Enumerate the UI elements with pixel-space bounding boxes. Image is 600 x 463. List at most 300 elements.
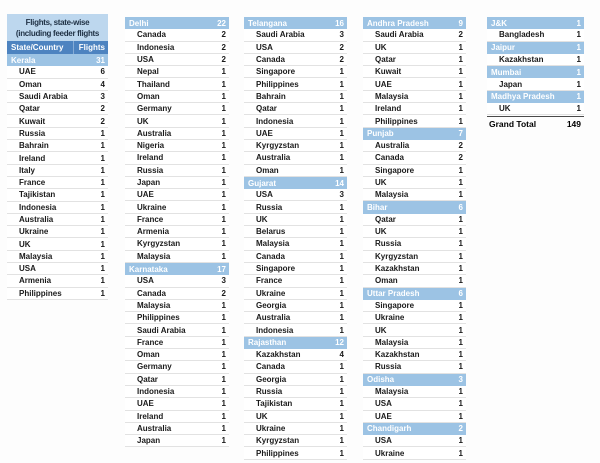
country-row	[363, 189, 466, 201]
country-row	[125, 152, 229, 164]
flights-count-cell: 1	[339, 374, 344, 384]
flights-count-cell: 1	[221, 227, 226, 237]
flights-count-cell: 1	[100, 202, 105, 212]
state-name-cell: Kerala	[11, 55, 36, 65]
flights-count-cell: 2	[458, 30, 463, 40]
country-name-cell: Kuwait	[19, 116, 46, 126]
flights-count-cell: 1	[339, 251, 344, 261]
flights-count-cell: 1	[221, 436, 226, 446]
flights-count-cell: 1	[458, 300, 463, 310]
country-name-cell: Indonesia	[256, 325, 294, 335]
state-total-row	[244, 17, 347, 29]
country-name-cell: UK	[256, 214, 268, 224]
flights-count-cell: 4	[339, 350, 344, 360]
flights-count-cell: 12	[335, 338, 344, 348]
flights-count-cell: 1	[100, 141, 105, 151]
table-title	[7, 14, 108, 41]
state-total-row	[125, 17, 229, 29]
country-row	[244, 165, 347, 177]
country-name-cell: Malaysia	[137, 251, 171, 261]
country-row	[7, 91, 108, 103]
flights-count-cell: 1	[221, 178, 226, 187]
country-row	[125, 91, 229, 103]
country-row	[125, 42, 229, 54]
country-row	[125, 29, 229, 41]
flights-count-cell: 1	[100, 227, 105, 237]
country-row	[363, 115, 466, 127]
country-name-cell: UAE	[137, 399, 154, 409]
country-row	[7, 79, 108, 91]
country-name-cell: Ukraine	[375, 313, 405, 323]
flights-count-cell: 1	[339, 325, 344, 335]
country-row	[487, 78, 584, 90]
country-row	[363, 214, 466, 226]
country-row	[7, 140, 108, 152]
flights-count-cell: 14	[335, 178, 344, 188]
flights-count-cell: 1	[576, 30, 581, 40]
country-row	[363, 386, 466, 398]
country-row	[244, 152, 347, 164]
country-row	[363, 165, 466, 177]
flights-count-cell: 1	[576, 79, 581, 89]
country-name-cell: Armenia	[19, 276, 52, 286]
country-name-cell: Oman	[375, 276, 398, 286]
country-name-cell: Qatar	[256, 104, 277, 114]
country-row	[125, 374, 229, 386]
country-name-cell: Indonesia	[19, 202, 57, 212]
country-name-cell: Oman	[137, 91, 160, 101]
country-name-cell: USA	[256, 190, 273, 200]
flights-count-cell: 1	[458, 337, 463, 347]
country-name-cell: UK	[499, 104, 511, 114]
country-row	[363, 324, 466, 336]
state-name-cell: Chandigarh	[367, 424, 412, 434]
flights-count-cell: 2	[100, 116, 105, 126]
country-row	[363, 300, 466, 312]
country-row	[244, 226, 347, 238]
country-row	[125, 312, 229, 324]
country-name-cell: Italy	[19, 165, 36, 175]
country-name-cell: UK	[256, 411, 268, 421]
column-telangana-gujarat-rajasthan	[244, 17, 347, 460]
flights-count-cell: 1	[100, 276, 105, 286]
state-name-cell: Punjab	[367, 129, 394, 139]
state-name-cell: Andhra Pradesh	[367, 18, 429, 28]
flights-count-cell: 1	[100, 190, 105, 200]
country-row	[363, 263, 466, 275]
flights-count-cell: 1	[339, 387, 344, 397]
flights-count-cell: 1	[100, 239, 105, 249]
country-name-cell: Kyrgyzstan	[256, 141, 300, 151]
country-name-cell: Kazakhstan	[375, 264, 420, 274]
country-name-cell: Russia	[137, 165, 164, 175]
country-name-cell: Germany	[137, 104, 172, 114]
country-name-cell: France	[256, 276, 283, 286]
flights-count-cell: 22	[217, 18, 226, 28]
country-name-cell: UAE	[375, 79, 392, 89]
country-row	[244, 263, 347, 275]
country-row	[7, 226, 108, 238]
flights-count-cell: 1	[458, 313, 463, 323]
country-row	[244, 251, 347, 263]
state-total-row	[363, 423, 466, 435]
country-name-cell: Qatar	[19, 104, 40, 114]
flights-count-cell: 3	[100, 92, 105, 102]
country-name-cell: UK	[375, 325, 387, 335]
flights-count-cell: 1	[221, 128, 226, 138]
flights-count-cell: 1	[458, 387, 463, 397]
country-name-cell: Indonesia	[137, 42, 175, 52]
country-name-cell: Kyrgyzstan	[137, 239, 181, 249]
country-name-cell: UK	[137, 116, 149, 126]
flights-count-cell: 1	[339, 104, 344, 114]
country-name-cell: Ireland	[375, 104, 402, 114]
country-name-cell: Ukraine	[137, 202, 167, 212]
country-row	[363, 54, 466, 66]
state-total-row	[244, 337, 347, 349]
country-row	[125, 251, 229, 263]
country-row	[7, 115, 108, 127]
flights-count-cell: 1	[458, 436, 463, 446]
country-name-cell: Malaysia	[375, 337, 409, 347]
flights-count-cell: 1	[339, 141, 344, 151]
column-delhi-karnataka	[125, 17, 229, 447]
country-name-cell: UAE	[137, 190, 154, 200]
country-name-cell: Kuwait	[375, 67, 402, 77]
flights-count-cell: 1	[339, 79, 344, 89]
country-row	[244, 374, 347, 386]
country-row	[7, 165, 108, 177]
country-row	[363, 337, 466, 349]
flights-count-cell: 1	[339, 436, 344, 446]
state-name-cell: J&K	[491, 18, 508, 28]
flights-count-cell: 3	[339, 190, 344, 200]
country-name-cell: UK	[375, 178, 387, 187]
country-row	[244, 312, 347, 324]
country-row	[244, 447, 347, 459]
flights-count-cell: 1	[458, 264, 463, 274]
country-row	[125, 349, 229, 361]
flights-count-cell: 1	[458, 399, 463, 409]
column-jk-to-mp	[487, 17, 584, 130]
country-name-cell: Kazakhstan	[256, 350, 301, 360]
country-name-cell: Japan	[137, 178, 161, 187]
country-name-cell: Singapore	[256, 264, 296, 274]
flights-count-cell: 1	[339, 153, 344, 163]
flights-count-cell: 1	[458, 178, 463, 187]
column-andhra-to-chandigarh	[363, 17, 466, 460]
country-name-cell: France	[137, 214, 164, 224]
country-name-cell: Indonesia	[137, 387, 175, 397]
flights-count-cell: 4	[100, 79, 105, 89]
flights-count-cell: 1	[221, 423, 226, 433]
country-name-cell: USA	[375, 436, 392, 446]
country-name-cell: Kyrgyzstan	[256, 436, 300, 446]
country-name-cell: Japan	[499, 79, 523, 89]
country-name-cell: Nigeria	[137, 141, 165, 151]
state-total-row	[363, 374, 466, 386]
state-total-row	[125, 263, 229, 275]
country-row	[363, 78, 466, 90]
flights-count-cell: 1	[221, 251, 226, 261]
flights-count-cell: 1	[576, 92, 581, 102]
country-name-cell: Australia	[137, 128, 172, 138]
country-row	[244, 288, 347, 300]
country-row	[244, 324, 347, 336]
country-name-cell: Australia	[375, 141, 410, 151]
country-row	[7, 128, 108, 140]
country-row	[7, 288, 108, 300]
country-name-cell: UK	[19, 239, 31, 249]
country-name-cell: Ireland	[137, 153, 164, 163]
country-row	[7, 189, 108, 201]
state-name-cell: Mumbai	[491, 67, 522, 77]
country-row	[363, 177, 466, 189]
country-row	[244, 238, 347, 250]
country-row	[244, 115, 347, 127]
country-name-cell: France	[137, 337, 164, 347]
country-name-cell: Germany	[137, 362, 172, 372]
country-name-cell: Philippines	[256, 448, 299, 458]
country-row	[244, 275, 347, 287]
flights-count-cell: 1	[100, 153, 105, 163]
country-row	[363, 349, 466, 361]
country-name-cell: Tajikistan	[19, 190, 56, 200]
country-name-cell: Belarus	[256, 227, 286, 237]
flights-count-cell: 1	[576, 55, 581, 65]
country-row	[363, 361, 466, 373]
country-row	[7, 214, 108, 226]
flights-count-cell: 1	[458, 350, 463, 360]
state-name-cell: Jaipur	[491, 43, 516, 53]
state-name-cell: Madhya Pradesh	[491, 92, 555, 102]
flights-count-cell: 1	[339, 116, 344, 126]
flights-count-cell: 6	[100, 67, 105, 77]
country-row	[7, 66, 108, 78]
flights-count-cell: 1	[458, 91, 463, 101]
country-name-cell: UAE	[256, 128, 273, 138]
flights-count-cell: 17	[217, 264, 226, 274]
country-name-cell: Australia	[256, 153, 291, 163]
country-row	[363, 103, 466, 115]
country-name-cell: Qatar	[375, 214, 396, 224]
flights-count-cell: 1	[458, 227, 463, 237]
country-name-cell: Saudi Arabia	[256, 30, 305, 40]
grand-total-value: 149	[566, 118, 581, 129]
country-name-cell: Saudi Arabia	[137, 325, 186, 335]
country-row	[363, 29, 466, 41]
state-name-cell: Telangana	[248, 18, 287, 28]
country-row	[244, 214, 347, 226]
flights-count-cell: 1	[221, 104, 226, 114]
flights-count-cell: 1	[339, 423, 344, 433]
country-row	[125, 214, 229, 226]
flights-count-cell: 1	[339, 411, 344, 421]
flights-count-cell: 1	[221, 153, 226, 163]
country-name-cell: Oman	[256, 165, 279, 175]
state-total-row	[487, 42, 584, 54]
state-total-row	[363, 128, 466, 140]
country-name-cell: Armenia	[137, 227, 170, 237]
country-name-cell: Ukraine	[256, 423, 286, 433]
country-name-cell: Kazakhstan	[499, 55, 544, 65]
country-name-cell: USA	[19, 264, 36, 274]
country-row	[244, 78, 347, 90]
country-name-cell: Canada	[137, 30, 166, 40]
flights-count-cell: 1	[221, 337, 226, 347]
state-total-row	[487, 17, 584, 29]
country-name-cell: Australia	[137, 423, 172, 433]
flights-count-cell: 1	[458, 251, 463, 261]
country-row	[244, 66, 347, 78]
flights-count-cell: 1	[221, 300, 226, 310]
flights-count-cell: 1	[100, 128, 105, 138]
flights-count-cell: 7	[458, 129, 463, 139]
country-name-cell: Nepal	[137, 67, 159, 77]
country-row	[244, 54, 347, 66]
country-row	[244, 140, 347, 152]
flights-count-cell: 1	[339, 288, 344, 298]
flights-count-cell: 1	[339, 362, 344, 372]
country-row	[244, 91, 347, 103]
country-name-cell: Malaysia	[375, 387, 409, 397]
country-row	[244, 398, 347, 410]
country-row	[125, 66, 229, 78]
flights-count-cell: 1	[339, 214, 344, 224]
country-row	[125, 275, 229, 287]
country-row	[125, 238, 229, 250]
country-row	[363, 251, 466, 263]
country-name-cell: Ukraine	[375, 448, 405, 458]
country-name-cell: Singapore	[375, 165, 415, 175]
flights-count-cell: 2	[221, 288, 226, 298]
country-row	[125, 201, 229, 213]
state-name-cell: Karnataka	[129, 264, 168, 274]
country-name-cell: Malaysia	[375, 190, 409, 200]
flights-count-cell: 6	[458, 203, 463, 213]
flights-count-cell: 1	[100, 251, 105, 261]
country-name-cell: Bahrain	[19, 141, 49, 151]
country-name-cell: Russia	[256, 387, 283, 397]
country-name-cell: Ukraine	[256, 288, 286, 298]
flights-count-cell: 1	[221, 91, 226, 101]
country-row	[363, 275, 466, 287]
state-name-cell: Bihar	[367, 203, 388, 213]
country-row	[7, 251, 108, 263]
flights-count-cell: 3	[339, 30, 344, 40]
country-row	[125, 398, 229, 410]
state-name-cell: Rajasthan	[248, 338, 287, 348]
state-total-row	[363, 17, 466, 29]
state-total-row	[487, 66, 584, 78]
flights-count-cell: 1	[221, 214, 226, 224]
flights-count-cell: 1	[221, 141, 226, 151]
country-name-cell: Australia	[19, 215, 54, 224]
country-name-cell: Bahrain	[256, 91, 286, 101]
country-row	[125, 78, 229, 90]
flights-count-cell: 1	[339, 202, 344, 212]
flights-count-cell: 1	[576, 67, 581, 77]
flights-count-cell: 1	[339, 313, 344, 323]
flights-count-cell: 1	[221, 399, 226, 409]
country-row	[125, 226, 229, 238]
country-name-cell: Malaysia	[19, 251, 53, 261]
flights-count-cell: 1	[339, 91, 344, 101]
country-name-cell: Canada	[137, 288, 166, 298]
flights-count-cell: 1	[100, 288, 105, 298]
country-name-cell: Russia	[375, 362, 402, 372]
country-row	[125, 54, 229, 66]
state-name-cell: Delhi	[129, 18, 149, 28]
country-name-cell: Philippines	[375, 116, 418, 126]
country-row	[363, 447, 466, 459]
flights-count-cell: 31	[96, 55, 105, 65]
flights-count-cell: 1	[221, 116, 226, 126]
country-name-cell: USA	[137, 55, 154, 65]
flights-count-cell: 1	[221, 79, 226, 89]
country-row	[125, 411, 229, 423]
flights-count-cell: 1	[339, 239, 344, 249]
flights-count-cell: 1	[339, 300, 344, 310]
country-row	[125, 435, 229, 447]
country-name-cell: Saudi Arabia	[375, 30, 424, 40]
country-row	[244, 29, 347, 41]
country-row	[363, 411, 466, 423]
country-name-cell: Canada	[375, 153, 404, 163]
flights-count-cell: 1	[100, 178, 105, 188]
flights-count-cell: 3	[221, 276, 226, 286]
flights-count-cell: 1	[221, 313, 226, 323]
country-row	[7, 103, 108, 115]
grand-total-label: Grand Total	[489, 118, 537, 129]
country-row	[125, 189, 229, 201]
flights-count-cell: 2	[458, 153, 463, 163]
country-row	[244, 189, 347, 201]
flights-count-cell: 1	[458, 67, 463, 77]
country-name-cell: Oman	[137, 350, 160, 360]
country-row	[363, 91, 466, 103]
flights-count-cell: 1	[576, 43, 581, 53]
country-name-cell: USA	[137, 276, 154, 286]
flights-count-cell: 1	[339, 227, 344, 237]
country-name-cell: Georgia	[256, 300, 287, 310]
country-row	[363, 66, 466, 78]
state-total-row	[363, 288, 466, 300]
country-name-cell: Malaysia	[375, 91, 409, 101]
flights-count-cell: 1	[221, 362, 226, 372]
country-row	[363, 238, 466, 250]
flights-count-cell: 1	[221, 67, 226, 77]
flights-count-cell: 1	[458, 104, 463, 114]
grand-total-row	[487, 116, 584, 130]
country-name-cell: Singapore	[256, 67, 296, 77]
flights-count-cell: 1	[458, 79, 463, 89]
country-name-cell: Russia	[375, 239, 402, 249]
flights-column-header: Flights	[78, 43, 105, 52]
country-name-cell: Saudi Arabia	[19, 92, 68, 102]
flights-count-cell: 2	[339, 55, 344, 65]
flights-count-cell: 6	[458, 289, 463, 299]
country-name-cell: Singapore	[375, 300, 415, 310]
flights-count-cell: 1	[221, 165, 226, 175]
country-row	[244, 349, 347, 361]
country-row	[125, 361, 229, 373]
country-row	[125, 324, 229, 336]
country-row	[125, 300, 229, 312]
country-name-cell: Philippines	[19, 288, 62, 298]
country-name-cell: Philippines	[137, 313, 180, 323]
country-row	[487, 29, 584, 41]
